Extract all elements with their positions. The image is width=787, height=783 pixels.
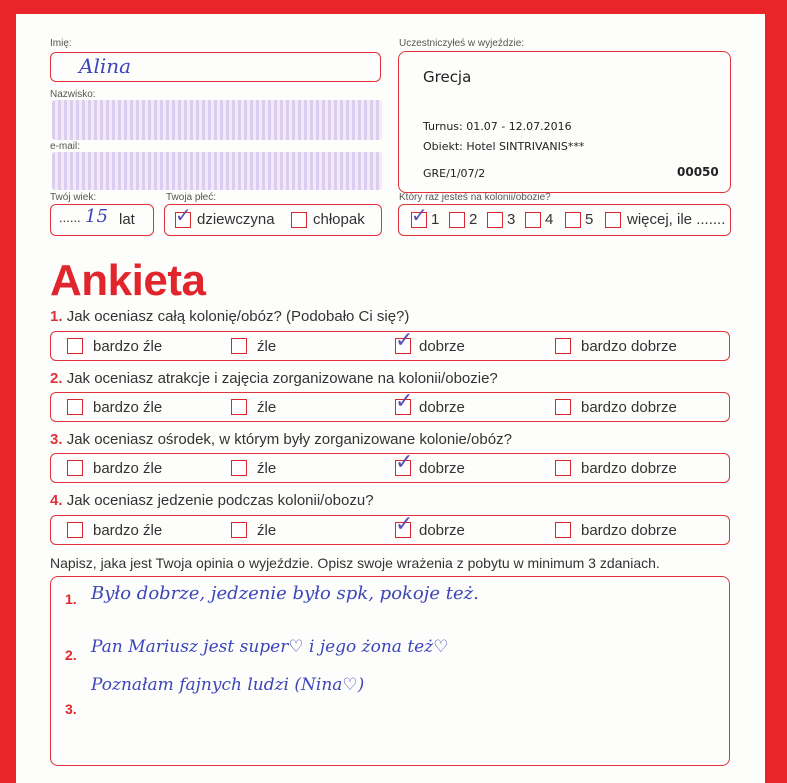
turnus-value: 01.07 - 12.07.2016	[466, 120, 572, 133]
plec-chlopak-checkbox[interactable]	[291, 212, 307, 228]
q4-bardzo-zle-label: bardzo źle	[93, 522, 163, 539]
q2-dobrze-label: dobrze	[419, 399, 465, 416]
survey-title: Ankieta	[50, 256, 206, 305]
plec-chlopak-label: chłopak	[313, 211, 365, 228]
raz-wiecej-checkbox[interactable]	[605, 212, 621, 228]
q1-bardzo-zle-label: bardzo źle	[93, 338, 163, 355]
q2-zle-checkbox[interactable]	[231, 399, 247, 415]
line-number-1: 1.	[65, 591, 77, 607]
raz-4-checkbox[interactable]	[525, 212, 541, 228]
wiek-label: Twój wiek:	[50, 192, 97, 203]
check-mark-icon: ✓	[411, 203, 428, 227]
q1-zle-checkbox[interactable]	[231, 338, 247, 354]
question-4: 4. Jak oceniasz jedzenie podczas kolonii/obozu?	[50, 492, 374, 509]
opinion-line-2: Pan Mariusz jest super♡ i jego żona też♡	[91, 637, 449, 657]
q2-zle-label: źle	[257, 399, 277, 416]
q2-bardzo-zle-checkbox[interactable]	[67, 399, 83, 415]
plec-group	[164, 204, 382, 236]
q1-bardzo-dobrze-checkbox[interactable]	[555, 338, 571, 354]
line-number-2: 2.	[65, 647, 77, 663]
question-2-options	[50, 389, 730, 422]
ktory-raz-group	[398, 204, 731, 236]
q4-bardzo-dobrze-label: bardzo dobrze	[581, 522, 677, 539]
raz-4-label: 4	[545, 211, 554, 228]
q1-dobrze-label: dobrze	[419, 338, 465, 355]
question-4-options	[50, 512, 730, 545]
wiek-field[interactable]	[50, 204, 154, 236]
q3-dobrze-label: dobrze	[419, 460, 465, 477]
q2-bardzo-dobrze-checkbox[interactable]	[555, 399, 571, 415]
raz-wiecej-label: więcej, ile .......	[627, 211, 726, 228]
q3-bardzo-zle-checkbox[interactable]	[67, 460, 83, 476]
survey-sheet	[16, 14, 765, 783]
raz-2-label: 2	[469, 211, 478, 228]
wiek-value: 15	[85, 206, 108, 227]
q3-bardzo-zle-label: bardzo źle	[93, 460, 163, 477]
q4-dobrze-label: dobrze	[419, 522, 465, 539]
q1-bardzo-dobrze-label: bardzo dobrze	[581, 338, 677, 355]
opinion-box[interactable]	[50, 576, 730, 766]
turnus-row	[423, 120, 572, 133]
wiek-dots: ......	[59, 210, 81, 225]
line-number-3: 3.	[65, 701, 77, 717]
q4-bardzo-dobrze-checkbox[interactable]	[555, 522, 571, 538]
trip-country: Grecja	[423, 68, 472, 86]
raz-1-label: 1	[431, 211, 440, 228]
obiekt-value: Hotel SINTRIVANIS***	[466, 140, 585, 153]
q4-bardzo-zle-checkbox[interactable]	[67, 522, 83, 538]
raz-2-checkbox[interactable]	[449, 212, 465, 228]
q2-bardzo-zle-label: bardzo źle	[93, 399, 163, 416]
question-3: 3. Jak oceniasz ośrodek, w którym były zorganizowane kolonie/obóz?	[50, 431, 512, 448]
opinion-prompt: Napisz, jaka jest Twoja opinia o wyjeździe. Opisz swoje wrażenia z pobytu w minimum 3 zdaniach.	[50, 555, 660, 571]
turnus-label: Turnus:	[423, 120, 463, 133]
opinion-line-1: Było dobrze, jedzenie było spk, pokoje też.	[91, 583, 479, 604]
raz-5-checkbox[interactable]	[565, 212, 581, 228]
q2-bardzo-dobrze-label: bardzo dobrze	[581, 399, 677, 416]
imie-field[interactable]	[50, 52, 381, 82]
trip-info-box	[398, 51, 731, 193]
q4-zle-checkbox[interactable]	[231, 522, 247, 538]
nazwisko-label: Nazwisko:	[50, 89, 96, 100]
check-mark-icon: ✓	[395, 512, 414, 537]
q1-zle-label: źle	[257, 338, 277, 355]
imie-label: Imię:	[50, 38, 72, 49]
trip-number: 00050	[677, 165, 719, 179]
q3-zle-label: źle	[257, 460, 277, 477]
q3-bardzo-dobrze-label: bardzo dobrze	[581, 460, 677, 477]
question-1: 1. Jak oceniasz całą kolonię/obóz? (Podobało Ci się?)	[50, 308, 410, 325]
imie-value: Alina	[79, 54, 132, 78]
check-mark-icon: ✓	[395, 328, 414, 353]
q3-bardzo-dobrze-checkbox[interactable]	[555, 460, 571, 476]
uczestnik-label: Uczestniczyłeś w wyjeździe:	[399, 38, 525, 49]
plec-dziewczyna-label: dziewczyna	[197, 211, 275, 228]
email-label: e-mail:	[50, 141, 81, 152]
raz-5-label: 5	[585, 211, 594, 228]
wiek-suffix: lat	[119, 211, 135, 228]
trip-code: GRE/1/07/2	[423, 167, 486, 180]
q3-zle-checkbox[interactable]	[231, 460, 247, 476]
nazwisko-redacted	[52, 100, 382, 140]
plec-label: Twoja płeć:	[166, 192, 217, 203]
check-mark-icon: ✓	[395, 450, 414, 475]
check-mark-icon: ✓	[395, 389, 414, 414]
raz-3-checkbox[interactable]	[487, 212, 503, 228]
q1-bardzo-zle-checkbox[interactable]	[67, 338, 83, 354]
question-2: 2. Jak oceniasz atrakcje i zajęcia zorganizowane na kolonii/obozie?	[50, 370, 498, 387]
email-redacted	[52, 152, 382, 190]
obiekt-row	[423, 140, 584, 153]
raz-3-label: 3	[507, 211, 516, 228]
obiekt-label: Obiekt:	[423, 140, 463, 153]
question-1-options	[50, 328, 730, 361]
check-mark-icon: ✓	[175, 203, 192, 227]
opinion-line-2b: Poznałam fajnych ludzi (Nina♡)	[91, 675, 365, 695]
q4-zle-label: źle	[257, 522, 277, 539]
ktory-raz-label: Który raz jesteś na kolonii/obozie?	[399, 192, 551, 203]
question-3-options	[50, 450, 730, 483]
